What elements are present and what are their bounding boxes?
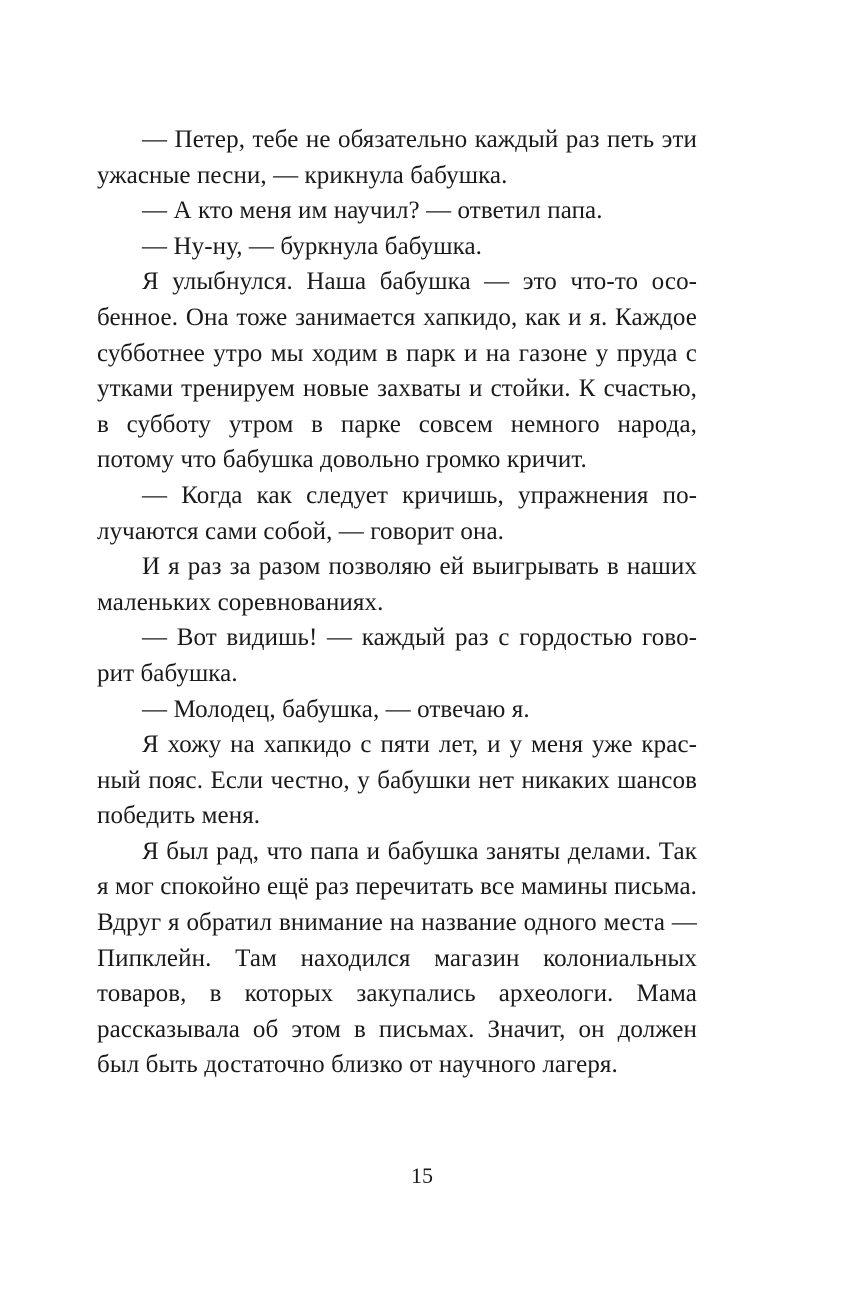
paragraph-7: — Вот видишь! — каждый раз с гордостью говорит бабушка. — [97, 624, 697, 687]
paragraph-3: — Ну-ну, — буркнула бабушка. — [142, 232, 483, 260]
page-number: 15 — [411, 1163, 433, 1188]
paragraph-4: Я улыбнулся. Наша бабушка — это что-то особенное. Она тоже занимается хапкидо, как и я. Каждое субботнее утро мы ходим в парк и на газоне у пруда с утками тренируем новые захваты и стойки. К счастью, в субботу утром в парке совсем немного народа, потому что бабушка довольно громко кричит. — [97, 268, 697, 474]
paragraph-10: Я был рад, что папа и бабушка заняты делами. Так я мог спокойно ещё раз перечитать все мамины письма. Вдруг я обратил внимание на название одного места — Пипклейн. Там находился магазин колониальных товаров, в которых закупались археологи. Мама рассказывала об этом в письмах. Значит, он должен был быть достаточно близко от научного лагеря. — [97, 837, 697, 1079]
paragraph-6: И я раз за разом позволяю ей выигрывать в наших маленьких соревнованиях. — [97, 553, 697, 616]
body-text — [97, 122, 697, 1083]
paragraph-1: — Петер, тебе не обязательно каждый раз петь эти ужасные песни, — крикнула бабушка. — [97, 126, 697, 189]
paragraph-8: — Молодец, бабушка, — отвечаю я. — [142, 695, 530, 723]
paragraph-9: Я хожу на хапкидо с пяти лет, и у меня уже красный пояс. Если честно, у бабушки нет никаких шансов победить меня. — [97, 731, 697, 830]
paragraph-2: — А кто меня им научил? — ответил папа. — [142, 197, 603, 225]
paragraph-5: — Когда как следует кричишь, упражнения получаются сами собой, — говорит она. — [97, 481, 697, 545]
